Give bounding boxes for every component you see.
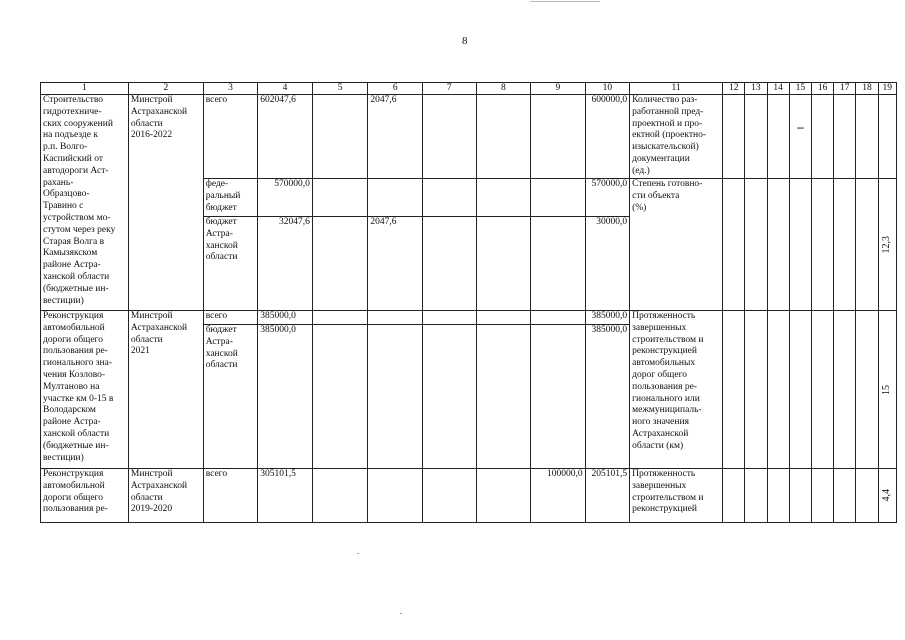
amount-cell	[476, 325, 531, 469]
amount-cell	[312, 311, 368, 325]
amount-cell	[368, 325, 423, 469]
page-number: 8	[462, 35, 468, 47]
column-header: 1	[41, 83, 129, 95]
amount-cell	[422, 217, 476, 311]
funding-source: феде- ральный бюджет	[203, 179, 258, 217]
column-header: 10	[585, 83, 629, 95]
amount-cell	[422, 325, 476, 469]
amount-cell: 2047,6	[368, 95, 423, 179]
table-row	[41, 311, 897, 325]
amount-cell: 602047,6	[258, 95, 313, 179]
amount-cell	[368, 179, 423, 217]
amount-cell: 205101,5	[585, 469, 629, 523]
scan-dot	[400, 613, 402, 614]
scan-dot	[357, 553, 359, 554]
funding-source: бюджет Астра- ханской области	[203, 217, 258, 311]
column-header: 6	[368, 83, 423, 95]
program-table	[40, 82, 897, 523]
column-header: 2	[128, 83, 203, 95]
table-row	[41, 95, 897, 179]
amount-cell	[531, 325, 586, 469]
amount-cell	[312, 217, 368, 311]
indicator-value: 12,3	[881, 235, 893, 254]
indicator-text: Количество раз- работанной пред- проектной и про- ектной (проектно- изыскательской) документации (ед.)	[630, 95, 723, 179]
scan-artifact-line	[530, 1, 600, 2]
column-header: 17	[834, 83, 856, 95]
indicator-value: 15	[881, 384, 893, 395]
column-number-row	[41, 83, 897, 95]
table-row	[41, 469, 897, 523]
amount-cell	[422, 179, 476, 217]
amount-cell	[368, 469, 423, 523]
indicator-text: Протяженность завершенных строительством и реконструкцией автомобильных дорог общего пользования ре- гионального или межмуниципаль- ного значения Астраханской области (км)	[630, 311, 723, 469]
project-executor: Минстрой Астраханской области 2021	[128, 311, 203, 469]
amount-cell	[368, 311, 423, 325]
project-name: Строительство гидротехниче- ских сооружений на подъезде к р.п. Волго- Каспийский от автодороги Аст- рахань- Образцово- Травино с устройством мо- стутом через реку Старая Волга в Камызякском районе Астра- ханской области (бюджетные ин- вестиции)	[41, 95, 129, 311]
column-header: 18	[856, 83, 878, 95]
column-header: 9	[531, 83, 586, 95]
funding-source: всего	[203, 469, 258, 523]
amount-cell	[312, 325, 368, 469]
indicator-text: Протяженность завершенных строительством и реконструкцией	[630, 469, 723, 523]
amount-cell	[422, 311, 476, 325]
amount-cell	[531, 179, 586, 217]
column-header: 13	[745, 83, 767, 95]
amount-cell	[531, 217, 586, 311]
amount-cell: 385000,0	[585, 311, 629, 325]
project-name: Реконструкция автомобильной дороги общего пользования ре- гионального зна- чения Козлово- Мултаново на участке км 0-15 в Володарском районе Астра- ханской области (бюджетные ин- вестиции)	[41, 311, 129, 469]
amount-cell: 570000,0	[258, 179, 313, 217]
amount-cell	[476, 217, 531, 311]
amount-cell: 305101,5	[258, 469, 313, 523]
amount-cell: 570000,0	[585, 179, 629, 217]
column-header: 14	[767, 83, 789, 95]
column-header: 8	[476, 83, 531, 95]
column-header: 11	[630, 83, 723, 95]
amount-cell	[476, 95, 531, 179]
amount-cell	[422, 469, 476, 523]
indicator-text: Степень готовно- сти объекта (%)	[630, 179, 723, 311]
amount-cell	[476, 179, 531, 217]
indicator-value	[789, 469, 811, 523]
amount-cell	[476, 311, 531, 325]
indicator-value: 4,4	[881, 489, 893, 502]
funding-source: всего	[203, 95, 258, 179]
project-executor: Минстрой Астраханской области 2019-2020	[128, 469, 203, 523]
column-header: 3	[203, 83, 258, 95]
column-header: 15	[789, 83, 811, 95]
project-executor: Минстрой Астраханской области 2016-2022	[128, 95, 203, 311]
amount-cell: 385000,0	[258, 325, 313, 469]
amount-cell: 385000,0	[585, 325, 629, 469]
amount-cell: 100000,0	[531, 469, 586, 523]
amount-cell	[312, 469, 368, 523]
column-header: 16	[811, 83, 833, 95]
amount-cell	[312, 179, 368, 217]
amount-cell	[422, 95, 476, 179]
column-header: 5	[312, 83, 368, 95]
amount-cell: 32047,6	[258, 217, 313, 311]
funding-source: всего	[203, 311, 258, 325]
column-header: 4	[258, 83, 313, 95]
amount-cell: 2047,6	[368, 217, 423, 311]
amount-cell: 600000,0	[585, 95, 629, 179]
column-header: 7	[422, 83, 476, 95]
column-header: 19	[878, 83, 896, 95]
column-header: 12	[723, 83, 745, 95]
indicator-value: –	[797, 119, 804, 134]
funding-source: бюджет Астра- ханской области	[203, 325, 258, 469]
amount-cell	[476, 469, 531, 523]
amount-cell: 385000,0	[258, 311, 313, 325]
amount-cell	[531, 311, 586, 325]
amount-cell	[312, 95, 368, 179]
project-name: Реконструкция автомобильной дороги общего пользования ре-	[41, 469, 129, 523]
amount-cell: 30000,0	[585, 217, 629, 311]
amount-cell	[531, 95, 586, 179]
